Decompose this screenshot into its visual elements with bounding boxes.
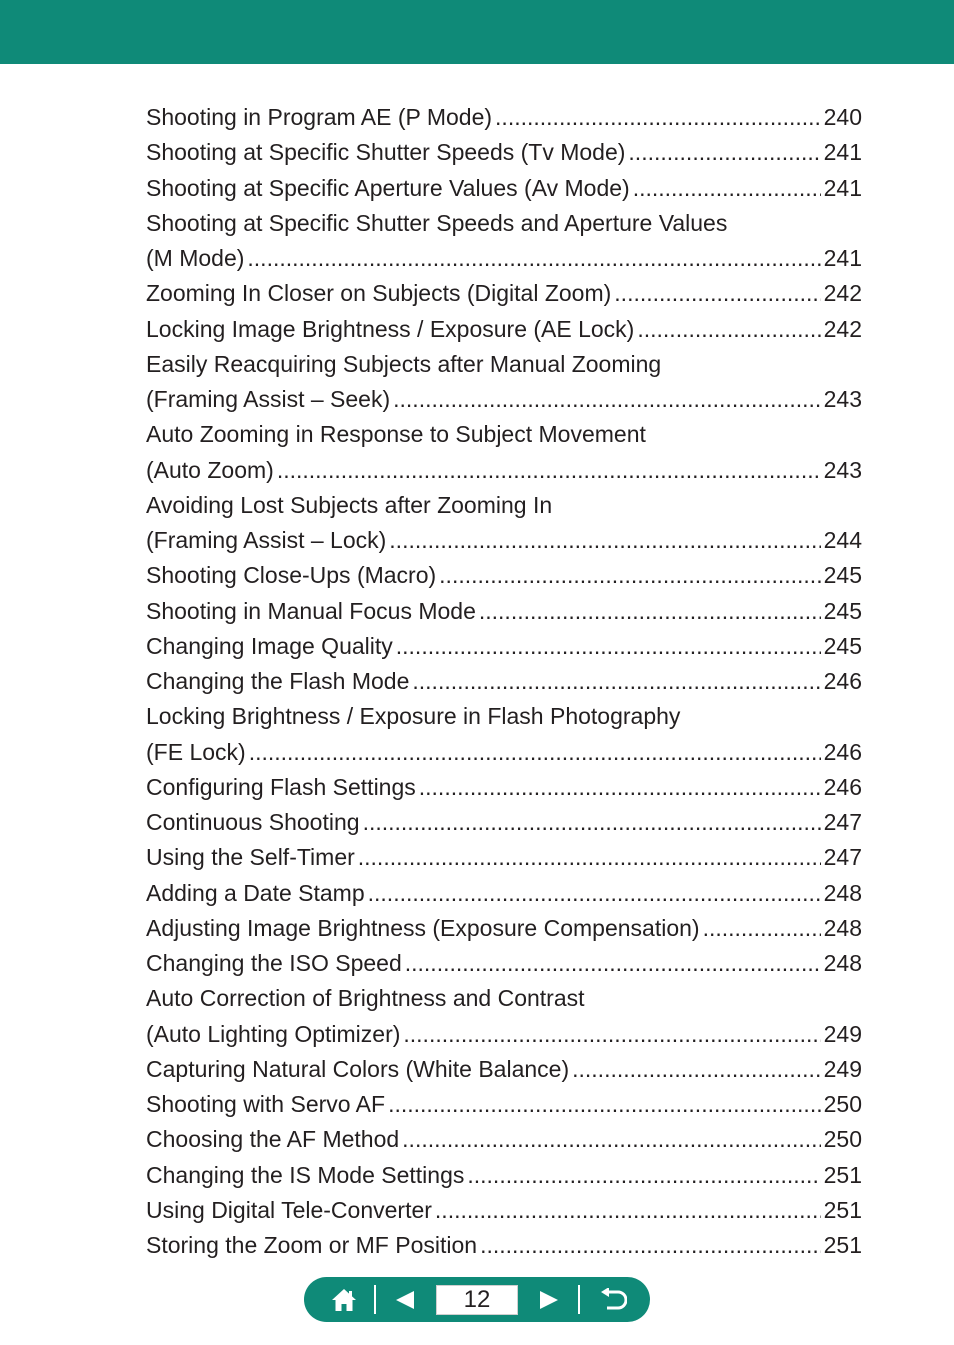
toc-entry[interactable] <box>146 594 862 629</box>
toc-entry-page: 247 <box>823 844 862 871</box>
toc-entry[interactable] <box>146 770 862 805</box>
toc-entry-title: Shooting at Specific Aperture Values (Av Mode) <box>146 174 630 201</box>
toc-entry-page: 251 <box>823 1232 862 1259</box>
toc-entry-title: Shooting in Manual Focus Mode <box>146 597 476 624</box>
dot-leader <box>435 1193 821 1228</box>
home-button[interactable] <box>322 1277 366 1322</box>
dot-leader <box>495 100 821 135</box>
dot-leader <box>467 1158 820 1193</box>
toc-entry-title: Continuous Shooting <box>146 809 360 836</box>
toc-entry-continued <box>146 347 862 382</box>
toc-entry-page: 248 <box>823 879 862 906</box>
toc-entry[interactable] <box>146 735 862 770</box>
toc-entry-page: 251 <box>823 1196 862 1223</box>
return-button[interactable] <box>588 1277 638 1322</box>
dot-leader <box>614 276 820 311</box>
toc-entry[interactable] <box>146 558 862 593</box>
toc-entry-page: 245 <box>823 562 862 589</box>
return-icon <box>599 1288 627 1312</box>
toc-entry-title: Auto Zooming in Response to Subject Movement <box>146 421 646 448</box>
toc-entry-title: Shooting at Specific Shutter Speeds (Tv Mode) <box>146 139 626 166</box>
toc-entry-page: 245 <box>823 597 862 624</box>
toc-entry-title: (Auto Zoom) <box>146 456 274 483</box>
dot-leader <box>479 594 821 629</box>
toc-entry-title: (Auto Lighting Optimizer) <box>146 1020 401 1047</box>
toc-entry-title: Configuring Flash Settings <box>146 773 416 800</box>
toc-entry[interactable] <box>146 876 862 911</box>
toc-entry-continued <box>146 981 862 1016</box>
toc-entry-title: Choosing the AF Method <box>146 1126 400 1153</box>
dot-leader <box>637 312 820 347</box>
toc-entry-title: Changing the Flash Mode <box>146 668 410 695</box>
toc-entry[interactable] <box>146 1122 862 1157</box>
toc-entry[interactable] <box>146 276 862 311</box>
dot-leader <box>403 1017 820 1052</box>
toc-entry-page: 246 <box>823 773 862 800</box>
toc-entry-page: 250 <box>823 1126 862 1153</box>
toc-entry[interactable] <box>146 1193 862 1228</box>
toc-entry[interactable] <box>146 1087 862 1122</box>
dot-leader <box>368 876 821 911</box>
dot-leader <box>703 911 821 946</box>
toc-entry-title: (M Mode) <box>146 245 245 272</box>
toc-entry-title: Avoiding Lost Subjects after Zooming In <box>146 491 553 518</box>
toc-entry-title: (Framing Assist – Seek) <box>146 386 391 413</box>
toc-entry[interactable] <box>146 523 862 558</box>
toc-entry-title: Zooming In Closer on Subjects (Digital Zoom) <box>146 280 612 307</box>
toc-entry-page: 243 <box>823 386 862 413</box>
toc-entry[interactable] <box>146 629 862 664</box>
previous-page-icon <box>395 1291 415 1309</box>
toc-entry-page: 246 <box>823 738 862 765</box>
dot-leader <box>249 735 821 770</box>
dot-leader <box>419 770 821 805</box>
toc-entry-page: 241 <box>823 139 862 166</box>
home-icon <box>331 1288 357 1312</box>
toc-entry-page: 243 <box>823 456 862 483</box>
dot-leader <box>633 171 821 206</box>
toc-entry-page: 249 <box>823 1020 862 1047</box>
toc-entry[interactable] <box>146 1017 862 1052</box>
toc-entry-page: 241 <box>823 174 862 201</box>
toc-entry-title: Easily Reacquiring Subjects after Manual Zooming <box>146 350 662 377</box>
dot-leader <box>277 453 821 488</box>
toc-entry-page: 242 <box>823 315 862 342</box>
toc-entry-title: Locking Image Brightness / Exposure (AE Lock) <box>146 315 635 342</box>
toc-entry-title: Shooting Close-Ups (Macro) <box>146 562 437 589</box>
toc-entry-title: Using Digital Tele-Converter <box>146 1196 432 1223</box>
toc-entry-title: Changing the ISO Speed <box>146 950 402 977</box>
toc-entry-page: 247 <box>823 809 862 836</box>
dot-leader <box>396 629 821 664</box>
toc-entry-title: Storing the Zoom or MF Position <box>146 1232 478 1259</box>
previous-page-button[interactable] <box>384 1277 426 1322</box>
toc-entry-title: Changing Image Quality <box>146 632 393 659</box>
dot-leader <box>405 946 821 981</box>
toc-entry-continued <box>146 488 862 523</box>
toc-entry[interactable] <box>146 312 862 347</box>
toc-entry-page: 244 <box>823 527 862 554</box>
toc-entry[interactable] <box>146 171 862 206</box>
dot-leader <box>412 664 820 699</box>
toc-entry[interactable] <box>146 1228 862 1263</box>
toc-entry[interactable] <box>146 946 862 981</box>
toc-entry[interactable] <box>146 382 862 417</box>
toc-entry-title: Auto Correction of Brightness and Contrast <box>146 985 585 1012</box>
dot-leader <box>480 1228 821 1263</box>
toc-entry-page: 249 <box>823 1055 862 1082</box>
toc-entry[interactable] <box>146 805 862 840</box>
dot-leader <box>393 382 820 417</box>
toc-entry[interactable] <box>146 135 862 170</box>
dot-leader <box>247 241 820 276</box>
nav-divider <box>578 1285 580 1314</box>
next-page-icon <box>539 1291 559 1309</box>
table-of-contents <box>146 100 862 1263</box>
dot-leader <box>572 1052 821 1087</box>
toc-entry-page: 241 <box>823 245 862 272</box>
next-page-button[interactable] <box>528 1277 570 1322</box>
dot-leader <box>628 135 820 170</box>
dot-leader <box>439 558 820 593</box>
toc-entry-title: (Framing Assist – Lock) <box>146 527 387 554</box>
toc-entry[interactable] <box>146 911 862 946</box>
toc-entry-title: Shooting with Servo AF <box>146 1091 386 1118</box>
toc-entry-title: Shooting at Specific Shutter Speeds and Aperture Values <box>146 209 728 236</box>
toc-entry-continued <box>146 699 862 734</box>
toc-entry[interactable] <box>146 453 862 488</box>
toc-entry-page: 248 <box>823 914 862 941</box>
dot-leader <box>388 1087 821 1122</box>
toc-entry[interactable] <box>146 241 862 276</box>
toc-entry-continued <box>146 206 862 241</box>
dot-leader <box>363 805 821 840</box>
toc-entry-title: Changing the IS Mode Settings <box>146 1161 465 1188</box>
dot-leader <box>402 1122 820 1157</box>
toc-entry-page: 251 <box>823 1161 862 1188</box>
toc-entry-page: 248 <box>823 950 862 977</box>
page-number-field[interactable]: 12 <box>436 1285 518 1315</box>
toc-entry[interactable] <box>146 1158 862 1193</box>
toc-entry[interactable] <box>146 840 862 875</box>
toc-entry-title: (FE Lock) <box>146 738 246 765</box>
toc-entry[interactable] <box>146 100 862 135</box>
toc-entry-page: 246 <box>823 668 862 695</box>
dot-leader <box>358 840 821 875</box>
toc-entry-page: 250 <box>823 1091 862 1118</box>
toc-entry-title: Shooting in Program AE (P Mode) <box>146 104 493 131</box>
toc-entry-page: 245 <box>823 632 862 659</box>
toc-entry-continued <box>146 417 862 452</box>
header-bar <box>0 0 954 64</box>
toc-entry-title: Using the Self-Timer <box>146 844 355 871</box>
toc-entry-page: 240 <box>823 104 862 131</box>
toc-entry-title: Adding a Date Stamp <box>146 879 365 906</box>
dot-leader <box>389 523 820 558</box>
toc-entry[interactable] <box>146 1052 862 1087</box>
toc-entry-title: Locking Brightness / Exposure in Flash Photography <box>146 703 681 730</box>
toc-entry-title: Adjusting Image Brightness (Exposure Compensation) <box>146 914 700 941</box>
toc-entry[interactable] <box>146 664 862 699</box>
toc-entry-page: 242 <box>823 280 862 307</box>
toc-entry-title: Capturing Natural Colors (White Balance) <box>146 1055 570 1082</box>
nav-divider <box>374 1285 376 1314</box>
navigation-bar <box>304 1277 650 1322</box>
